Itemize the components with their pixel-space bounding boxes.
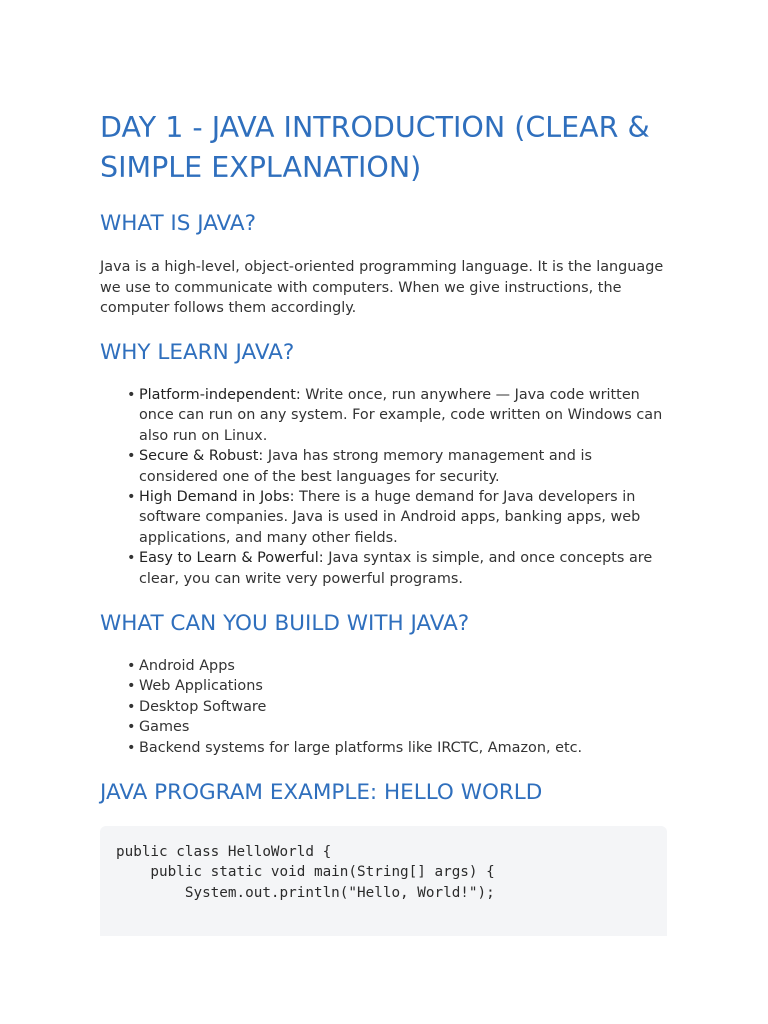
list-item: [127, 487, 668, 548]
list-item-term: Easy to Learn & Powerful:: [139, 550, 324, 567]
code-block: [100, 826, 667, 936]
bullet-icon: •: [127, 658, 136, 674]
code-line: System.out.println("Hello, World!");: [116, 884, 495, 901]
list-item-term: Platform-independent:: [139, 387, 301, 403]
list-item-text: Write once, run anywhere — Java code written once can run on any system. For example, code written on Windows can also run on Linux.: [139, 387, 663, 444]
list-item: [127, 697, 668, 717]
list-item-term: Secure & Robust:: [139, 448, 264, 465]
list-item-text: Java syntax is simple, and once concepts are clear, you can write very powerful programs.: [139, 550, 653, 587]
bullet-icon: •: [127, 550, 136, 567]
list-item-text: Android Apps: [139, 658, 235, 674]
list-item-term: High Demand in Jobs:: [139, 489, 295, 506]
bullet-icon: •: [127, 698, 136, 715]
heading-what-is-java: WHAT IS JAVA?: [100, 211, 257, 236]
list-item: [127, 717, 668, 737]
list-item: [127, 676, 668, 696]
list-item-text: Desktop Software: [139, 698, 267, 715]
build-list: [127, 656, 668, 758]
heading-why-learn-java: WHY LEARN JAVA?: [100, 340, 295, 365]
bullet-icon: •: [127, 678, 136, 695]
list-item: [127, 446, 668, 487]
list-item-text: Web Applications: [139, 678, 263, 695]
heading-java-program-example: JAVA PROGRAM EXAMPLE: HELLO WORLD: [100, 780, 543, 805]
page-title: DAY 1 - JAVA INTRODUCTION (CLEAR & SIMPLE EXPLANATION): [100, 111, 650, 184]
bullet-icon: •: [127, 489, 136, 506]
list-item-text: Games: [139, 719, 190, 736]
what-is-java-paragraph: Java is a high-level, object-oriented programming language. It is the language we use to communicate with computers. When we give instructions, the computer follows them accordingly.: [100, 259, 664, 316]
why-learn-list: [127, 385, 668, 589]
list-item: [127, 385, 668, 446]
bullet-icon: •: [127, 719, 136, 736]
list-item: [127, 548, 668, 589]
list-item: [127, 656, 668, 676]
list-item-text: Java has strong memory management and is considered one of the best languages for security.: [139, 448, 592, 485]
bullet-icon: •: [127, 387, 136, 403]
bullet-icon: •: [127, 448, 136, 465]
code-line: public static void main(String[] args) {: [116, 864, 495, 881]
list-item: [127, 738, 668, 758]
list-item-text: Backend systems for large platforms like IRCTC, Amazon, etc.: [139, 739, 583, 756]
code-content: [116, 842, 495, 903]
heading-what-can-you-build: WHAT CAN YOU BUILD WITH JAVA?: [100, 611, 470, 636]
bullet-icon: •: [127, 739, 136, 756]
list-item-text: There is a huge demand for Java developers in software companies. Java is used in Android apps, banking apps, web applications, and many other fields.: [139, 489, 641, 546]
code-line: public class HelloWorld {: [116, 844, 332, 860]
